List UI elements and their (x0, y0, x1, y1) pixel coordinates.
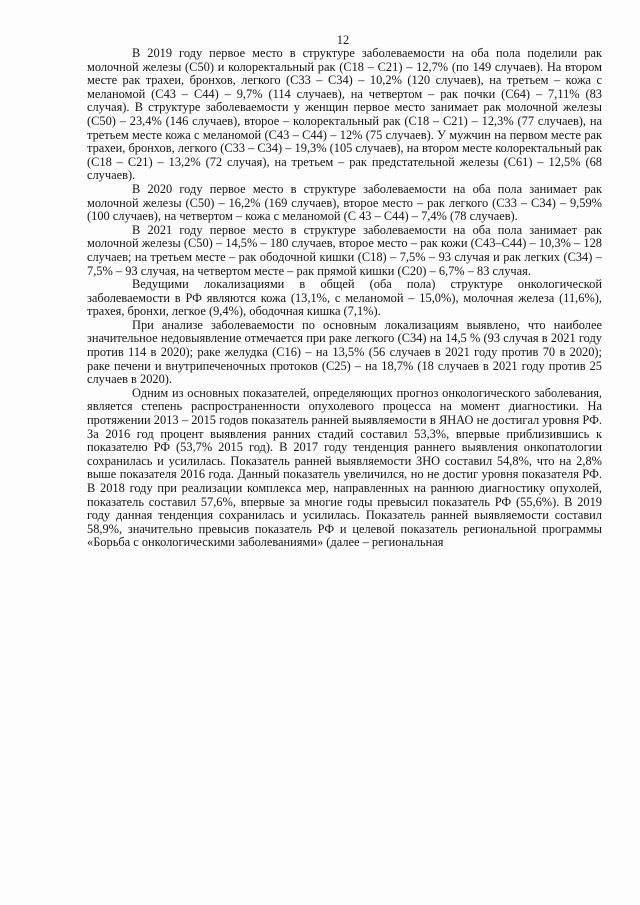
paragraph-rf-leading-sites: Ведущими локализациями в общей (оба пола) структуре онкологической заболеваемости в РФ являются кожа (13,1%, с меланомой – 15,0%), молочная железа (11,6%), трахея, бронхи, легкое (9,4%), ободочная кишка (7,1%). (87, 277, 602, 319)
paragraph-2019-incidence: В 2019 году первое место в структуре заболеваемости на оба пола поделили рак молочной железы (C50) и колоректальный рак (C18 – C21) – 12,7% (по 149 случаев). На втором месте рак трахеи, бронхов, легкого (C33 – C34) – 10,2% (120 случаев), на третьем – кожа с меланомой (C43 – C44) – 9,7% (114 случаев), на четвертом – рак почки (C64) – 7,11% (83 случая). В структуре заболеваемости у женщин первое место занимает рак молочной железы (C50) – 23,4% (146 случаев), второе – колоректальный рак (C18 – C21) – 12,3% (77 случаев), на третьем месте кожа с меланомой (C43 – C44) – 12% (75 случаев). У мужчин на первом месте рак трахеи, бронхов, легкого (C33 – C34) – 19,3% (105 случаев), на втором месте колоректальный рак (C18 – C21) – 13,2% (72 случая), на третьем – рак предстательной железы (C61) – 12,5% (68 случаев). (87, 46, 602, 183)
paragraph-2021-incidence: В 2021 году первое место в структуре заболеваемости на оба пола занимает рак молочной железы (C50) – 14,5% – 180 случаев, второе место – рак кожи (C43–C44) – 10,3% – 128 случаев; на третьем месте – рак ободочной кишки (C18) – 7,5% – 93 случая и рак легких (C34) – 7,5% – 93 случая, на четвертом месте – рак прямой кишки (C20) – 6,7% – 83 случая. (87, 222, 602, 278)
paragraph-early-detection: Одним из основных показателей, определяющих прогноз онкологического заболевания, является степень распространенности опухолевого процесса на момент диагностики. На протяжении 2013 – 2015 годов показатель ранней выявляемости в ЯНАО не достигал уровня РФ. За 2016 год процент выявления ранних стадий составил 53,3%, впервые приблизившись к показателю РФ (53,7% 2015 год). В 2017 году тенденция раннего выявления онкопатологии сохранилась и усилилась. Показатель ранней выявляемости ЗНО составил 54,8%, что на 2,8% выше показателя 2016 года. Данный показатель увеличился, но не достиг уровня показателя РФ. В 2018 году при реализации комплекса мер, направленных на раннюю диагностику опухолей, показатель составил 57,6%, впервые за многие годы превысил показатель РФ (55,6%). В 2019 году данная тенденция сохранилась и усилилась. Показатель ранней выявляемости составил 58,9%, значительно превысив показатель РФ и целевой показатель региональной программы «Борьба с онкологическими заболеваниями» (далее – региональная (87, 385, 602, 550)
paragraph-2020-incidence: В 2020 году первое место в структуре заболеваемости на оба пола занимает рак молочной железы (C50) – 16,2% (169 случаев), второе место – рак легкого (C33 – C34) – 9,59% (100 случаев), на четвертом – кожа с меланомой (C 43 – C44) – 7,4% (78 случаев). (87, 181, 602, 224)
page-number: 12 (336, 33, 350, 47)
paragraph-underdetection: При анализе заболеваемости по основным локализациям выявлено, что наиболее значительное недовыявление отмечается при раке легкого (C34) на 14,5 % (93 случая в 2021 году против 114 в 2020); раке желудка (C16) – на 13,5% (56 случаев в 2021 году против 70 в 2020); раке печени и внутрипеченочных протоков (C25) – на 18,7% (18 случаев в 2021 году против 25 случаев в 2020). (87, 317, 602, 387)
body-text (87, 47, 602, 550)
